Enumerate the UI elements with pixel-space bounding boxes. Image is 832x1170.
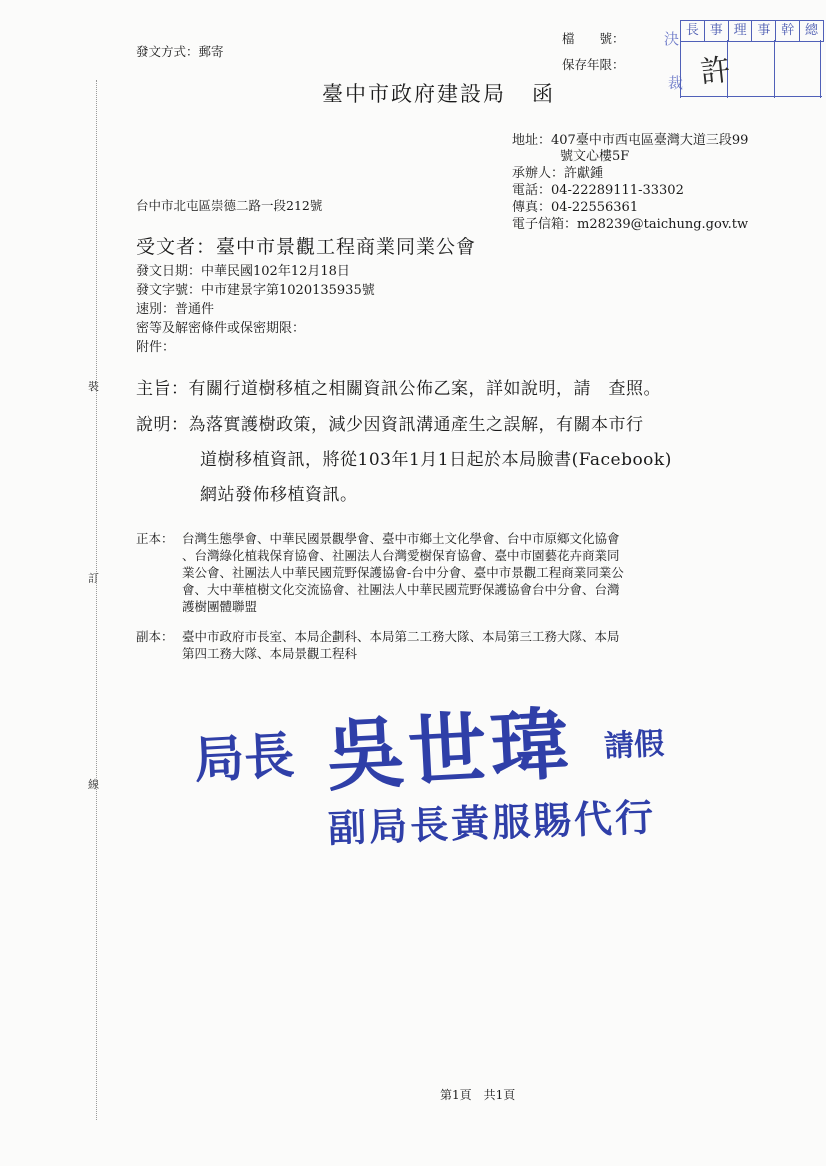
issue-date: 發文日期：中華民國102年12月18日: [136, 264, 350, 279]
fax: 傳真：04-22556361: [512, 200, 639, 215]
approval-stamp: [664, 20, 822, 98]
signature-deputy: 副局長黃服賜代行: [327, 794, 657, 851]
title-org: 臺中市政府建設局: [322, 82, 506, 106]
title-type: 函: [532, 82, 555, 106]
secrecy: 密等及解密條件或保密期限：: [136, 321, 306, 336]
signature-title: 局長: [192, 725, 296, 790]
attachment: 附件：: [136, 340, 176, 355]
stamp-col-4: 事: [752, 21, 776, 41]
stamp-ruling: 裁: [668, 74, 684, 92]
phone: 電話：04-22289111-33302: [512, 183, 684, 198]
binding-mark-1: 裝: [88, 380, 99, 393]
copy-line-2: 第四工務大隊、本局景觀工程科: [182, 646, 358, 661]
stamp-col-6: 總: [805, 23, 819, 38]
explanation-line-2: 道樹移植資訊，將從103年1月1日起於本局臉書(Facebook): [200, 450, 672, 470]
address-line-1: 地址：407臺中市西屯區臺灣大道三段99: [512, 133, 749, 148]
recipient: 受文者：臺中市景觀工程商業同業公會: [136, 236, 477, 258]
stamp-col-2: 事: [705, 21, 729, 41]
explanation-line-1: 說明：為落實護樹政策，減少因資訊溝通產生之誤解，有關本市行: [136, 415, 644, 435]
stamp-decide: 決: [664, 30, 680, 48]
original-line-2: 、台灣綠化植栽保育協會、社團法人台灣愛樹保育協會、臺中市園藝花卉商業同: [182, 548, 620, 563]
original-line-1: 台灣生態學會、中華民國景觀學會、臺中市鄉土文化學會、台中市原鄉文化協會: [182, 531, 620, 546]
retention-label: 保存年限：: [562, 57, 625, 72]
handler: 承辦人：許獻鍾: [512, 166, 604, 181]
signature-leave-note: 請假: [603, 726, 666, 765]
address-line-2: 號文心樓5F: [560, 149, 630, 164]
explanation-line-3: 網站發佈移植資訊。: [200, 485, 358, 505]
copy-label: 副本：: [136, 629, 174, 644]
signature-name: 吳世瑋: [324, 698, 575, 803]
page-number: 第1頁 共1頁: [440, 1088, 516, 1102]
document-title: [322, 78, 555, 108]
subject: 主旨：有關行道樹移植之相關資訊公佈乙案，詳如說明，請 查照。: [136, 379, 661, 399]
file-number-label: 檔 號：: [562, 31, 625, 46]
stamp-col-1: 長: [681, 21, 705, 41]
binding-mark-2: 訂: [88, 572, 99, 585]
email: 電子信箱：m28239@taichung.gov.tw: [512, 217, 749, 232]
stamp-col-3: 理: [729, 21, 753, 41]
copy-line-1: 臺中市政府市長室、本局企劃科、本局第二工務大隊、本局第三工務大隊、本局: [182, 629, 620, 644]
original-line-5: 護樹團體聯盟: [182, 599, 258, 614]
original-line-4: 會、大中華植樹文化交流協會、社團法人中華民國荒野保護協會台中分會、台灣: [182, 582, 620, 597]
binding-line: [96, 80, 97, 1120]
speed: 速別：普通件: [136, 302, 215, 317]
doc-number: 發文字號：中市建景字第1020135935號: [136, 283, 375, 298]
stamp-header-row: [680, 20, 824, 42]
stamp-col-5: 幹: [776, 21, 800, 41]
send-method: 發文方式：郵寄: [136, 44, 224, 59]
original-line-3: 業公會、社團法人中華民國荒野保護協會-台中分會、臺中市景觀工程商業同業公: [182, 565, 624, 580]
original-label: 正本：: [136, 531, 174, 546]
recipient-address: 台中市北屯區崇德二路一段212號: [136, 198, 323, 213]
handwritten-signature: 許: [698, 52, 733, 91]
binding-mark-3: 線: [88, 778, 99, 791]
